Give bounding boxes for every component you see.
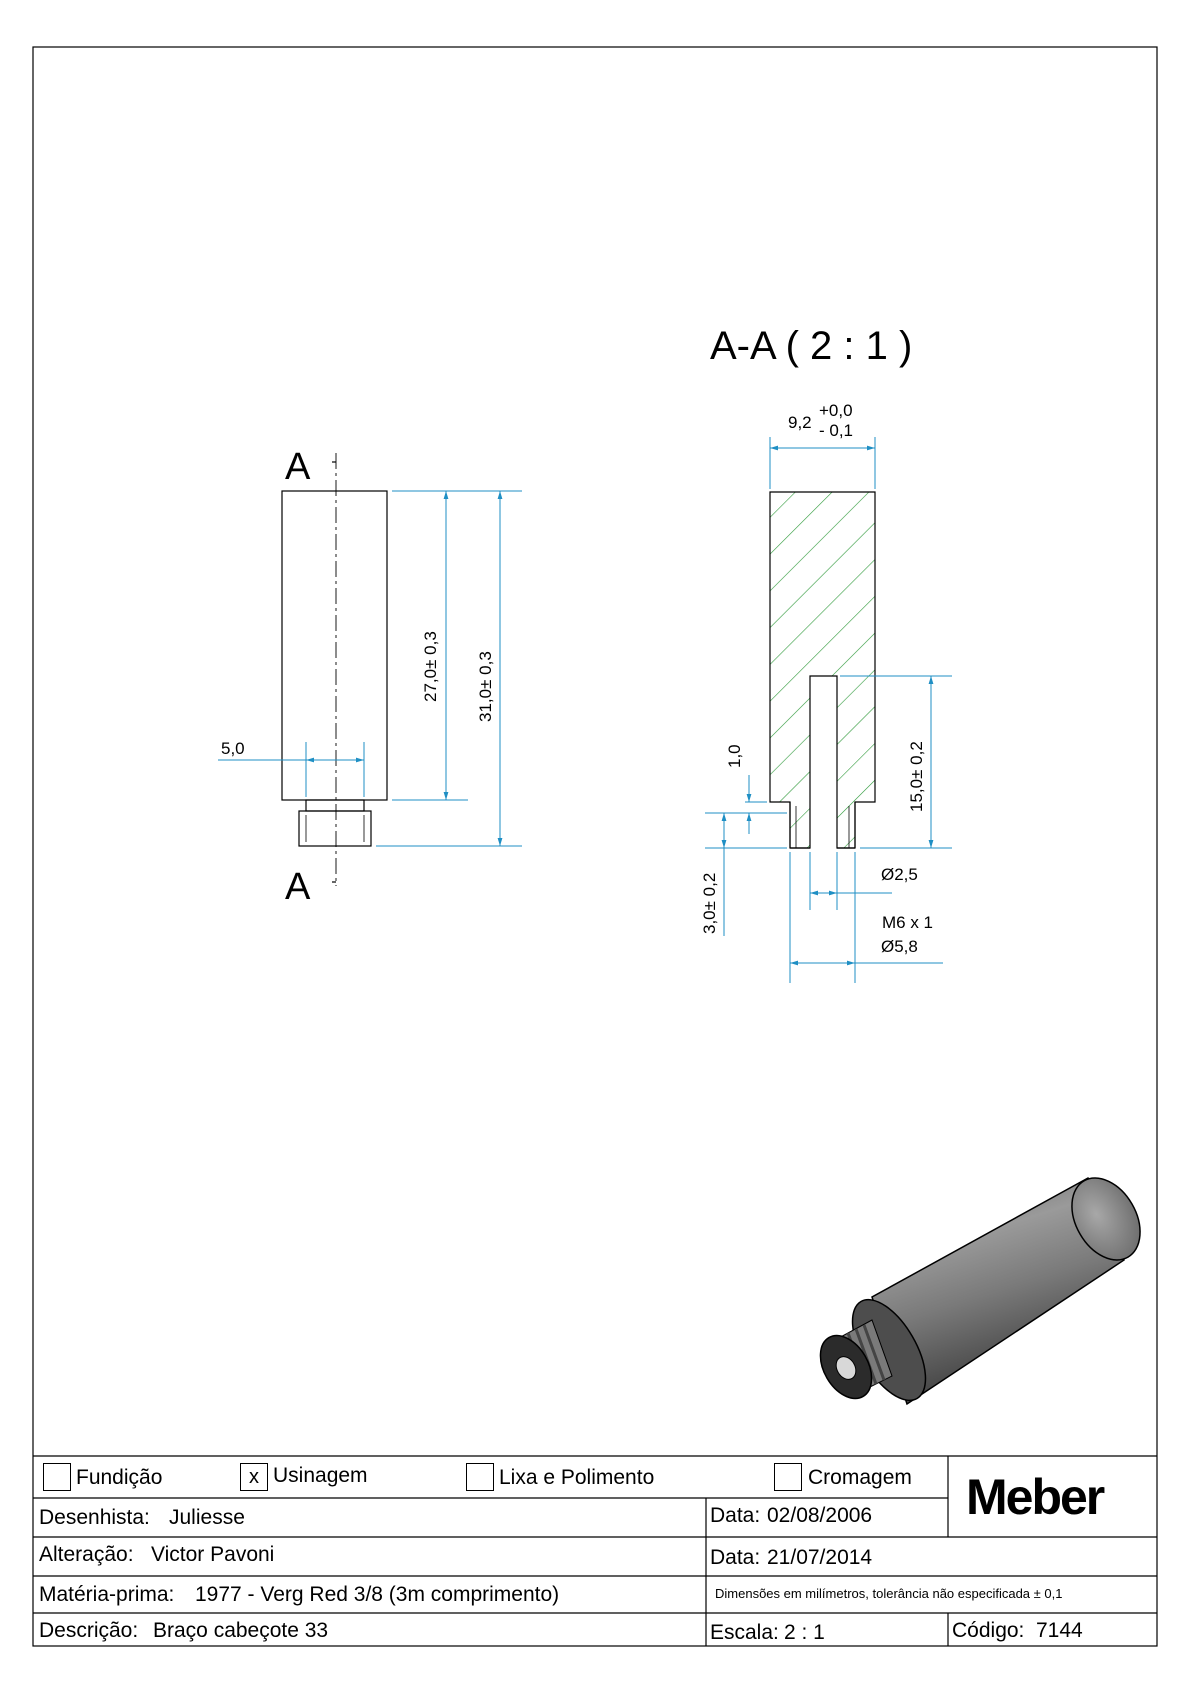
dim-width-nominal: 9,2	[788, 413, 812, 432]
front-neck	[306, 800, 364, 811]
data1-value: 02/08/2006	[767, 1504, 873, 1527]
company-logo: Meber	[966, 1469, 1104, 1525]
alteracao-value: Victor Pavoni	[151, 1543, 275, 1566]
dim-thread-len: 3,0± 0,2	[700, 872, 719, 934]
data1-label: Data:	[710, 1504, 761, 1527]
process-label-usinagem: Usinagem	[273, 1464, 368, 1487]
sheet-border	[33, 47, 1157, 1646]
desenhista-value: Juliesse	[169, 1506, 245, 1529]
checkbox-usinagem[interactable]: x	[240, 1463, 268, 1491]
dim-hole-dia: Ø2,5	[881, 865, 918, 884]
descricao-label: Descrição:	[39, 1619, 139, 1642]
codigo-value: 7144	[1036, 1619, 1083, 1642]
process-label-fundicao: Fundição	[76, 1466, 163, 1489]
dim-tol-upper: +0,0	[819, 401, 853, 420]
dim-tol-lower: - 0,1	[819, 421, 854, 440]
checkbox-cromagem[interactable]	[774, 1463, 802, 1491]
materia-label: Matéria-prima:	[39, 1583, 175, 1606]
section-hatched-body	[770, 492, 875, 848]
cut-label-bottom: A	[285, 866, 311, 908]
cut-label-top: A	[285, 446, 311, 488]
iso-render	[810, 1166, 1154, 1412]
front-view	[282, 453, 387, 886]
data2-label: Data:	[710, 1546, 761, 1569]
process-label-cromagem: Cromagem	[808, 1466, 912, 1489]
dim-shoulder: 1,0	[725, 744, 744, 768]
escala-label: Escala:	[710, 1621, 779, 1644]
codigo-label: Código:	[952, 1619, 1025, 1642]
materia-value: 1977 - Verg Red 3/8 (3m comprimento)	[195, 1583, 560, 1606]
section-title: A-A ( 2 : 1 )	[710, 324, 913, 368]
descricao-value: Braço cabeçote 33	[153, 1619, 329, 1642]
dim-hole-depth: 15,0± 0,2	[907, 741, 926, 812]
checkbox-fundicao[interactable]	[43, 1463, 71, 1491]
section-view	[770, 492, 875, 848]
escala-value: 2 : 1	[784, 1621, 825, 1644]
data2-value: 21/07/2014	[767, 1546, 873, 1569]
alteracao-label: Alteração:	[39, 1543, 134, 1566]
checkbox-lixa-polimento[interactable]	[466, 1463, 494, 1491]
front-thread	[299, 811, 371, 846]
desenhista-label: Desenhista:	[39, 1506, 150, 1529]
dim-thread-spec: M6 x 1	[882, 913, 934, 932]
front-body	[282, 491, 387, 800]
dim-len-total: 31,0± 0,3	[476, 651, 495, 722]
dim-thread-dia: Ø5,8	[881, 937, 918, 956]
dimension-note: Dimensões em milímetros, tolerância não especificada ± 0,1	[715, 1586, 1063, 1601]
dim-width-small: 5,0	[221, 739, 245, 758]
process-label-lixa-polimento: Lixa e Polimento	[499, 1466, 655, 1489]
dim-len-body: 27,0± 0,3	[421, 631, 440, 702]
